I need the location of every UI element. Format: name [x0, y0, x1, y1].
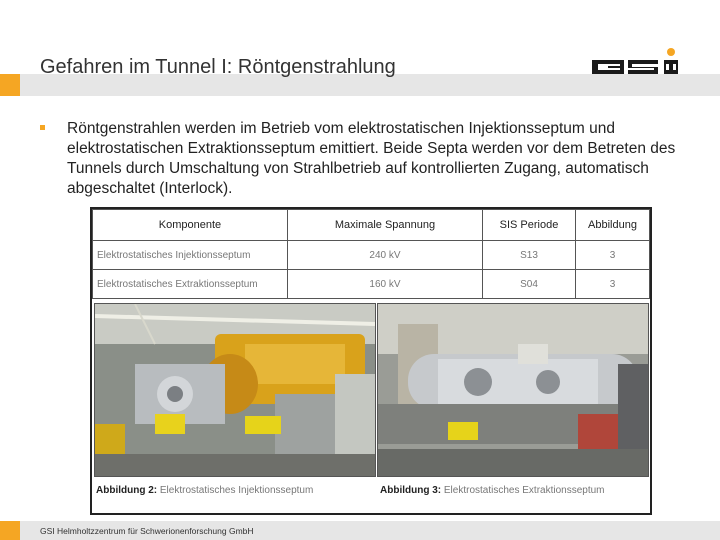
bullet-icon	[40, 125, 45, 130]
caption-label: Abbildung 3:	[380, 485, 442, 496]
bullet-text: Röntgenstrahlen werden im Betrieb vom elektrostatischen Injektionsseptum und elektrostatischen Extraktionsseptum emittiert. Beide Septa werden vor dem Betreten des Tunnels durch Umschaltung von Strahlbetrieb auf kontrollierten Zugang, automatisch abgeschaltet (Interlock).	[67, 120, 676, 197]
cell-komponente: Elektrostatisches Extraktionsseptum	[93, 270, 288, 299]
header-abbildung: Abbildung	[576, 210, 650, 241]
header-komponente: Komponente	[93, 210, 288, 241]
cell-abbildung: 3	[576, 270, 650, 299]
cell-spannung: 240 kV	[288, 241, 483, 270]
cell-periode: S13	[483, 241, 576, 270]
extraction-septum-photo	[377, 303, 649, 477]
table-header-row	[93, 210, 650, 241]
caption-figure-2	[96, 485, 313, 496]
figure-panel	[90, 207, 652, 515]
table-row	[93, 270, 650, 299]
slide-title: Gefahren im Tunnel I: Röntgenstrahlung	[40, 56, 396, 78]
caption-figure-3	[380, 485, 605, 496]
caption-label: Abbildung 2:	[96, 485, 158, 496]
cell-abbildung: 3	[576, 241, 650, 270]
header-spannung: Maximale Spannung	[288, 210, 483, 241]
caption-text: Elektrostatisches Extraktionsseptum	[443, 485, 605, 496]
footer-accent-bar	[0, 521, 20, 540]
component-table	[92, 209, 650, 299]
cell-komponente: Elektrostatisches Injektionsseptum	[93, 241, 288, 270]
caption-text: Elektrostatisches Injektionsseptum	[159, 485, 314, 496]
injection-septum-photo	[94, 303, 376, 477]
footer-text: GSI Helmholtzzentrum für Schwerionenforschung GmbH	[40, 526, 254, 536]
cell-spannung: 160 kV	[288, 270, 483, 299]
gsi-logo-icon	[592, 46, 682, 76]
table-row	[93, 241, 650, 270]
title-accent-bar	[0, 74, 20, 96]
header-periode: SIS Periode	[483, 210, 576, 241]
cell-periode: S04	[483, 270, 576, 299]
